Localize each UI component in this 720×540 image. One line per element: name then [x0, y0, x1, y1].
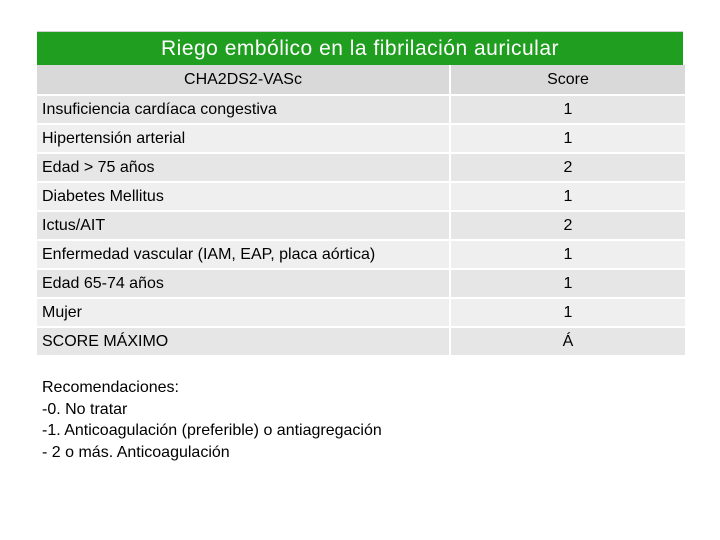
- row-label: Hipertensión arterial: [37, 124, 450, 153]
- header-criteria: CHA2DS2-VASc: [37, 65, 450, 95]
- row-label: SCORE MÁXIMO: [37, 327, 450, 355]
- row-score: Á: [450, 327, 685, 355]
- table-row: [37, 269, 685, 298]
- table-row: [37, 182, 685, 211]
- row-score: 1: [450, 269, 685, 298]
- header-score: Score: [450, 65, 685, 95]
- row-label: Edad 65-74 años: [37, 269, 450, 298]
- recommendations-heading: Recomendaciones:: [42, 379, 179, 396]
- table-row: [37, 211, 685, 240]
- table-row: [37, 124, 685, 153]
- row-label: Diabetes Mellitus: [37, 182, 450, 211]
- row-score: 2: [450, 211, 685, 240]
- risk-score-table: [37, 31, 683, 355]
- score-table: [37, 65, 685, 355]
- row-score: 1: [450, 240, 685, 269]
- row-label: Ictus/AIT: [37, 211, 450, 240]
- table-title: Riego embólico en la fibrilación auricular: [37, 31, 683, 65]
- recommendations: [42, 377, 382, 463]
- row-label: Insuficiencia cardíaca congestiva: [37, 95, 450, 124]
- row-score: 1: [450, 298, 685, 327]
- recommendation-item: -0. No tratar: [42, 400, 128, 418]
- recommendation-item: - 2 o más. Anticoagulación: [42, 443, 230, 461]
- row-score: 1: [450, 95, 685, 124]
- table-row: [37, 153, 685, 182]
- header-row: [37, 65, 685, 95]
- row-score: 1: [450, 182, 685, 211]
- row-label: Enfermedad vascular (IAM, EAP, placa aórtica): [37, 240, 450, 269]
- table-row: [37, 298, 685, 327]
- recommendation-item: -1. Anticoagulación (preferible) o antiagregación: [42, 422, 382, 439]
- row-score: 1: [450, 124, 685, 153]
- table-row: [37, 327, 685, 355]
- table-row: [37, 240, 685, 269]
- row-label: Mujer: [37, 298, 450, 327]
- row-label: Edad > 75 años: [37, 153, 450, 182]
- table-row: [37, 95, 685, 124]
- row-score: 2: [450, 153, 685, 182]
